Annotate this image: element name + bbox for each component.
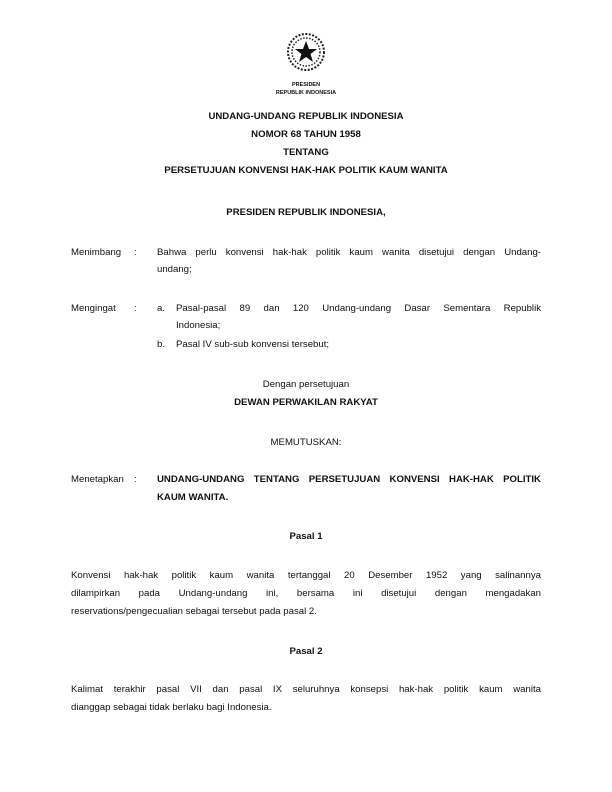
pasal2-line: dianggap sebagai tidak berlaku bagi Indonesia. — [71, 702, 272, 713]
pasal2-line: Kalimat terakhir pasal VII dan pasal IX seluruhnya konsepsi hak-hak politik kaum wanita — [71, 684, 541, 695]
mengingat-item-a-line1: Pasal-pasal 89 dan 120 Undang-undang Dasar Sementara Republik — [176, 303, 541, 314]
emblem-line2: REPUBLIK INDONESIA — [275, 90, 337, 96]
title-line2: NOMOR 68 TAHUN 1958 — [251, 129, 361, 140]
memutuskan: MEMUTUSKAN: — [270, 437, 342, 448]
menimbang-text-line2: undang; — [157, 264, 192, 275]
title-line3: TENTANG — [283, 147, 329, 158]
mengingat-colon: : — [134, 303, 137, 314]
menetapkan-line1: UNDANG-UNDANG TENTANG PERSETUJUAN KONVENSI HAK-HAK POLITIK — [157, 474, 541, 485]
menimbang-label: Menimbang — [71, 247, 122, 258]
pasal1-line: reservations/pengecualian sebagai tersebut pada pasal 2. — [71, 606, 317, 617]
pasal1-heading: Pasal 1 — [289, 531, 323, 542]
menetapkan-label: Menetapkan — [71, 474, 124, 485]
mengingat-item-a-line2: Indonesia; — [176, 320, 221, 331]
mengingat-item-b-marker: b. — [157, 339, 166, 350]
persetujuan-line1: Dengan persetujuan — [262, 379, 350, 390]
menimbang-colon: : — [134, 247, 137, 258]
pasal1-line: Konvensi hak-hak politik kaum wanita tertanggal 20 Desember 1952 yang salinannya — [71, 570, 541, 581]
president-heading: PRESIDEN REPUBLIK INDONESIA, — [226, 207, 386, 218]
mengingat-item-b-line1: Pasal IV sub-sub konvensi tersebut; — [176, 339, 330, 350]
garuda-star-emblem-icon — [286, 32, 326, 72]
emblem-line1: PRESIDEN — [291, 82, 321, 88]
mengingat-label: Mengingat — [71, 303, 116, 314]
pasal2-heading: Pasal 2 — [289, 646, 323, 657]
menetapkan-colon: : — [134, 474, 137, 485]
menetapkan-line2: KAUM WANITA. — [157, 492, 229, 503]
persetujuan-line2: DEWAN PERWAKILAN RAKYAT — [234, 397, 378, 408]
title-line1: UNDANG-UNDANG REPUBLIK INDONESIA — [208, 111, 404, 122]
title-line4: PERSETUJUAN KONVENSI HAK-HAK POLITIK KAUM WANITA — [164, 165, 448, 176]
mengingat-item-a-marker: a. — [157, 303, 166, 314]
menimbang-text-line1: Bahwa perlu konvensi hak-hak politik kaum wanita disetujui dengan Undang- — [157, 247, 541, 258]
pasal1-line: dilampirkan pada Undang-undang ini, bersama ini disetujui dengan mengadakan — [71, 588, 541, 599]
